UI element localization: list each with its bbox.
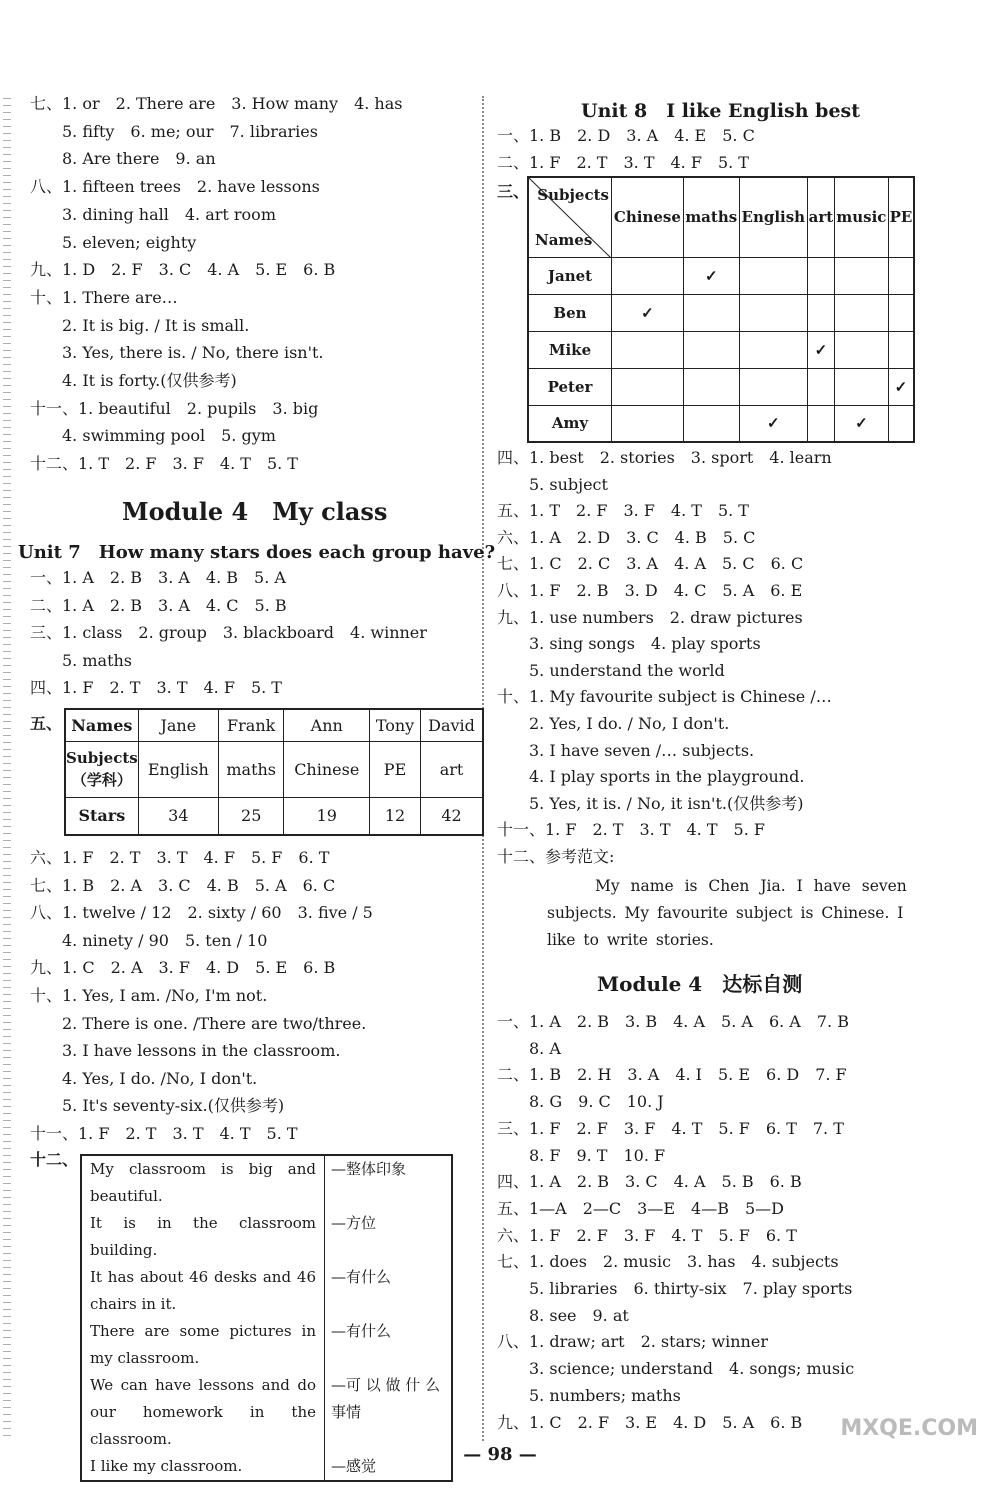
answer-line: 十一、1. F 2. T 3. T 4. T 5. T	[30, 1124, 298, 1143]
subjects-label-cn: （学科）	[71, 771, 132, 789]
page-number: — 98 —	[463, 1444, 537, 1465]
answer-line: 十二、1. T 2. F 3. F 4. T 5. T	[30, 454, 298, 474]
outline-row	[81, 1155, 452, 1210]
outline-note: —整体印象	[331, 1160, 407, 1178]
answer-line: 七、1. B 2. A 3. C 4. B 5. A 6. C	[30, 875, 336, 895]
answer-line: 一、1. A 2. B 3. A 4. B 5. A	[30, 568, 286, 587]
answer-line: 五、1. T 2. F 3. F 4. T 5. T	[497, 501, 749, 521]
answer-line: 十、1. My favourite subject is Chinese /…	[497, 687, 832, 707]
answer-line: 九、1. C 2. A 3. F 4. D 5. E 6. B	[30, 958, 336, 978]
stars-table	[64, 708, 484, 836]
corner-cell	[528, 177, 612, 257]
empty-cell	[612, 257, 684, 294]
stars-cell: 25	[218, 797, 284, 835]
answer-line: 4. swimming pool 5. gym	[30, 426, 276, 446]
answer-line: 8. F 9. T 10. F	[497, 1145, 666, 1165]
answer-line: 十一、1. beautiful 2. pupils 3. big	[30, 398, 319, 418]
answer-line: 八、1. twelve / 12 2. sixty / 60 3. five / 5	[30, 903, 373, 923]
subject-cell: maths	[218, 741, 284, 797]
essay-line: subjects. My favourite subject is Chinese. I	[547, 904, 904, 922]
check-mark-icon: ✓	[683, 257, 739, 294]
empty-cell	[834, 368, 888, 405]
subject-cell: Chinese	[284, 741, 370, 797]
outline-note: —感觉	[331, 1457, 377, 1475]
answer-line: 四、1. A 2. B 3. C 4. A 5. B 6. B	[497, 1172, 802, 1192]
empty-cell	[739, 368, 807, 405]
name-cell: Frank	[218, 709, 284, 741]
subject-cell: PE	[370, 741, 421, 797]
answer-line: 十一、1. F 2. T 3. T 4. T 5. F	[497, 820, 765, 840]
student-name: Janet	[528, 257, 612, 294]
outline-note: —有什么	[331, 1268, 392, 1286]
name-cell: Ann	[284, 709, 370, 741]
answer-line: 3. sing songs 4. play sports	[497, 634, 761, 654]
names-header: Names	[65, 709, 138, 741]
answer-line: 十、1. Yes, I am. /No, I'm not.	[30, 986, 268, 1005]
empty-cell	[683, 368, 739, 405]
stars-cell: 42	[421, 797, 483, 835]
answer-line: 五、1—A 2—C 3—E 4—B 5—D	[497, 1198, 784, 1218]
essay-line: like to write stories.	[547, 931, 714, 949]
answer-line: 三、1. F 2. F 3. F 4. T 5. F 6. T 7. T	[497, 1118, 844, 1138]
outline-row	[81, 1318, 452, 1372]
student-row	[528, 294, 914, 331]
answer-line: 二、1. A 2. B 3. A 4. C 5. B	[30, 595, 287, 615]
student-name: Amy	[528, 405, 612, 442]
outline-note: —有什么	[331, 1322, 392, 1340]
answer-line: 5. libraries 6. thirty-six 7. play sports	[497, 1279, 853, 1298]
answer-line: 四、1. F 2. T 3. T 4. F 5. T	[30, 678, 282, 697]
answer-line: 一、1. A 2. B 3. B 4. A 5. A 6. A 7. B	[497, 1012, 849, 1031]
outline-row	[81, 1210, 452, 1264]
answer-line: 3. dining hall 4. art room	[30, 204, 276, 224]
empty-cell	[612, 405, 684, 442]
empty-cell	[612, 368, 684, 405]
answer-line: 5. Yes, it is. / No, it isn't.(仅供参考)	[497, 793, 804, 813]
answer-line: 九、1. use numbers 2. draw pictures	[497, 607, 803, 627]
answer-line: 4. It is forty.(仅供参考)	[30, 371, 237, 390]
outline-text: There are some pictures in my classroom.	[81, 1318, 325, 1372]
subject-head: Chinese	[612, 177, 684, 257]
student-row	[528, 368, 914, 405]
answer-line: 九、1. C 2. F 3. E 4. D 5. A 6. B	[497, 1412, 803, 1432]
q12-label: 十二、	[30, 1150, 79, 1169]
subject-head: art	[807, 177, 834, 257]
empty-cell	[739, 294, 807, 331]
stars-cell: 34	[138, 797, 218, 835]
student-row	[528, 405, 914, 442]
student-row	[528, 257, 914, 294]
answer-line: 5. maths	[30, 650, 133, 670]
corner-names: Names	[535, 230, 593, 249]
outline-text: My classroom is big and beautiful.	[81, 1155, 325, 1210]
unit8-title: Unit 8 I like English best	[581, 100, 861, 122]
answer-line: 5. It's seventy-six.(仅供参考)	[30, 1096, 285, 1116]
subjects-table	[527, 176, 915, 443]
outline-row	[81, 1372, 452, 1453]
subject-cell: art	[421, 741, 483, 797]
corner-subjects: Subjects	[537, 186, 609, 204]
answer-line: 4. I play sports in the playground.	[497, 767, 805, 787]
answer-line: 八、1. fifteen trees 2. have lessons	[30, 177, 320, 197]
empty-cell	[683, 294, 739, 331]
outline-text: I like my classroom.	[81, 1453, 325, 1481]
empty-cell	[739, 331, 807, 368]
answer-line: 8. see 9. at	[497, 1305, 629, 1325]
q5-label: 五、	[30, 714, 63, 733]
answer-line: 2. It is big. / It is small.	[30, 315, 250, 335]
module-title: Module 4 My class	[122, 497, 388, 526]
answer-line: 十二、参考范文:	[497, 847, 615, 866]
student-row	[528, 331, 914, 368]
empty-cell	[888, 405, 914, 442]
outline-text: It has about 46 desks and 46 chairs in it.	[81, 1264, 325, 1318]
answer-line: 3. science; understand 4. songs; music	[497, 1359, 855, 1379]
answer-line: 8. Are there 9. an	[30, 149, 216, 169]
name-cell: Jane	[138, 709, 218, 741]
empty-cell	[888, 331, 914, 368]
answer-line: 3. I have lessons in the classroom.	[30, 1041, 341, 1061]
answer-line: 2. There is one. /There are two/three.	[30, 1013, 367, 1033]
subjects-header	[65, 741, 138, 797]
check-mark-icon: ✓	[612, 294, 684, 331]
answer-line: 六、1. F 2. F 3. F 4. T 5. F 6. T	[497, 1225, 797, 1245]
outline-note: —可 以 做 什 么事情	[331, 1376, 441, 1421]
empty-cell	[807, 294, 834, 331]
empty-cell	[834, 257, 888, 294]
name-cell: David	[421, 709, 483, 741]
subject-head: maths	[683, 177, 739, 257]
answer-line: 8. A	[497, 1038, 561, 1058]
answer-line: 5. eleven; eighty	[30, 232, 197, 252]
empty-cell	[834, 331, 888, 368]
student-name: Mike	[528, 331, 612, 368]
outline-row	[81, 1264, 452, 1318]
answer-line: 5. understand the world	[497, 660, 725, 680]
subject-head: music	[834, 177, 888, 257]
answer-line: 5. subject	[497, 474, 608, 494]
subject-head: English	[739, 177, 807, 257]
essay-line: My name is Chen Jia. I have seven	[595, 877, 907, 895]
answer-line: 5. numbers; maths	[497, 1385, 681, 1405]
empty-cell	[807, 257, 834, 294]
stars-cell: 12	[370, 797, 421, 835]
answer-line: 七、1. or 2. There are 3. How many 4. has	[30, 94, 403, 113]
student-name: Ben	[528, 294, 612, 331]
answer-line: 二、1. F 2. T 3. T 4. F 5. T	[497, 153, 749, 172]
unit7-title: Unit 7 How many stars does each group have?	[18, 542, 496, 563]
answer-line: 七、1. C 2. C 3. A 4. A 5. C 6. C	[497, 554, 804, 574]
margin-decoration	[3, 92, 11, 1442]
empty-cell	[807, 368, 834, 405]
answer-line: 十、1. There are…	[30, 287, 178, 307]
watermark-text: MXQE.COM	[840, 1416, 978, 1441]
answer-line: 四、1. best 2. stories 3. sport 4. learn	[497, 448, 832, 467]
empty-cell	[807, 405, 834, 442]
empty-cell	[612, 331, 684, 368]
outline-table	[80, 1154, 453, 1482]
check-mark-icon: ✓	[807, 331, 834, 368]
answer-line: 2. Yes, I do. / No, I don't.	[497, 714, 730, 733]
answer-line: 3. I have seven /… subjects.	[497, 740, 755, 760]
answer-line: 5. fifty 6. me; our 7. libraries	[30, 121, 318, 141]
stars-header: Stars	[65, 797, 138, 835]
answer-line: 八、1. draw; art 2. stars; winner	[497, 1332, 768, 1352]
outline-note: —方位	[331, 1214, 377, 1232]
subject-cell: English	[138, 741, 218, 797]
empty-cell	[888, 294, 914, 331]
answer-line: 六、1. F 2. T 3. T 4. F 5. F 6. T	[30, 848, 330, 867]
empty-cell	[834, 294, 888, 331]
answer-line: 七、1. does 2. music 3. has 4. subjects	[497, 1252, 839, 1272]
subject-head: PE	[888, 177, 914, 257]
empty-cell	[739, 257, 807, 294]
outline-text: We can have lessons and do our homework in the classroom.	[81, 1372, 325, 1453]
answer-line: 4. ninety / 90 5. ten / 10	[30, 930, 268, 950]
answer-line: 8. G 9. C 10. J	[497, 1092, 664, 1112]
check-mark-icon: ✓	[888, 368, 914, 405]
subjects-label: Subjects	[66, 749, 138, 767]
check-mark-icon: ✓	[739, 405, 807, 442]
answer-line: 一、1. B 2. D 3. A 4. E 5. C	[497, 126, 755, 145]
answer-line: 八、1. F 2. B 3. D 4. C 5. A 6. E	[497, 581, 803, 600]
stars-cell: 19	[284, 797, 370, 835]
module4-test-title: Module 4 达标自测	[597, 972, 803, 996]
name-cell: Tony	[370, 709, 421, 741]
answer-line: 4. Yes, I do. /No, I don't.	[30, 1068, 258, 1088]
student-name: Peter	[528, 368, 612, 405]
answer-line: 3. Yes, there is. / No, there isn't.	[30, 343, 324, 363]
empty-cell	[683, 331, 739, 368]
answer-line: 三、1. class 2. group 3. blackboard 4. winner	[30, 623, 427, 642]
empty-cell	[683, 405, 739, 442]
outline-text: It is in the classroom building.	[81, 1210, 325, 1264]
answer-line: 六、1. A 2. D 3. C 4. B 5. C	[497, 527, 756, 547]
check-mark-icon: ✓	[834, 405, 888, 442]
answer-line: 二、1. B 2. H 3. A 4. I 5. E 6. D 7. F	[497, 1065, 847, 1085]
answer-line: 九、1. D 2. F 3. C 4. A 5. E 6. B	[30, 260, 336, 280]
empty-cell	[888, 257, 914, 294]
q3-label: 三、	[497, 182, 530, 201]
